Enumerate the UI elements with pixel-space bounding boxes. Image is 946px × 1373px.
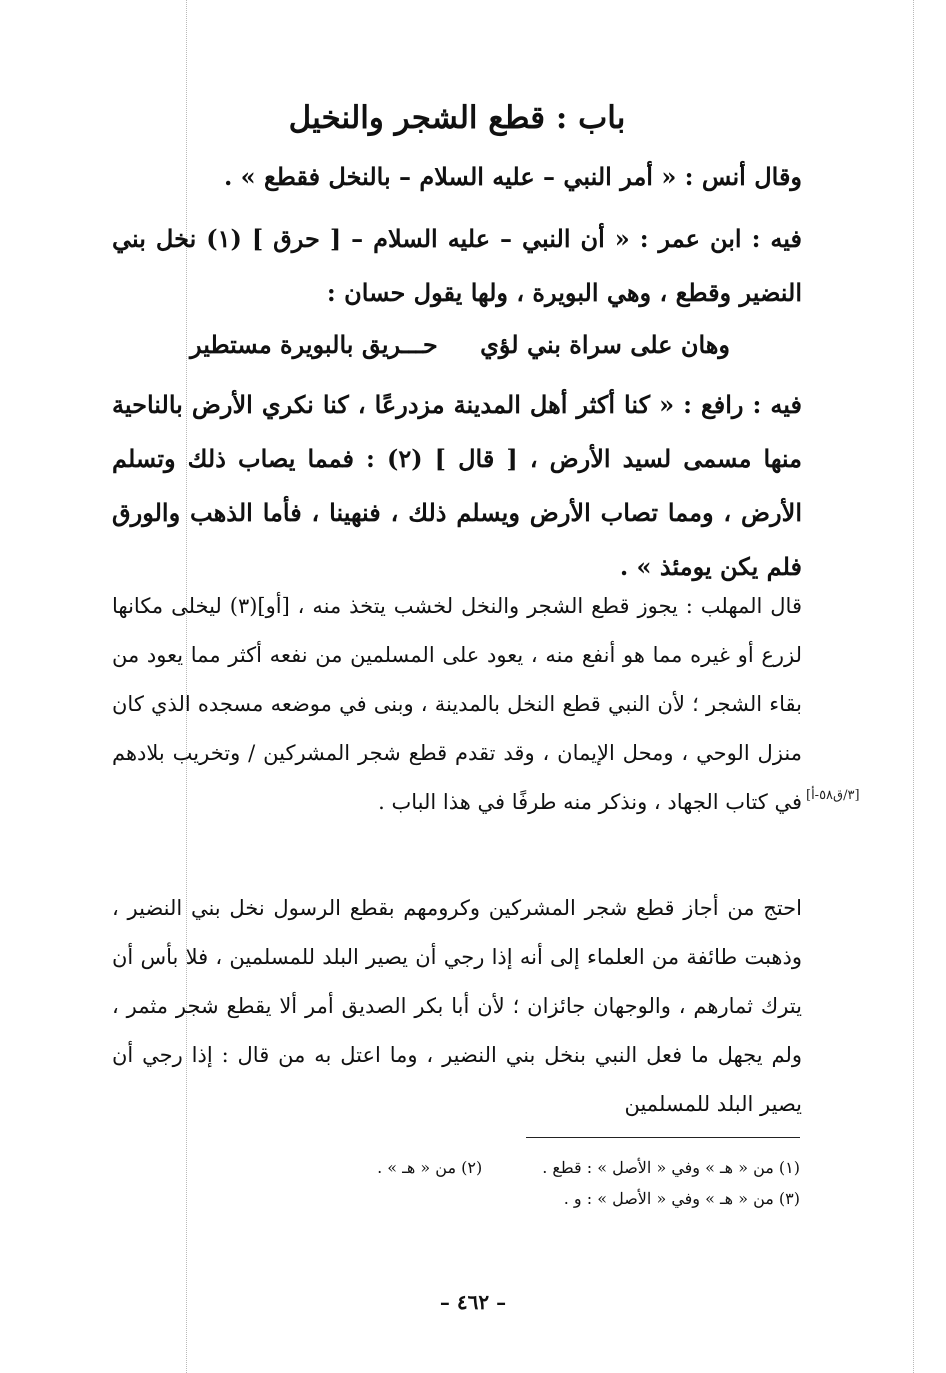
manuscript-folio-marker: [٣/ق٥٨-أ] bbox=[806, 788, 860, 803]
footnote-separator bbox=[526, 1137, 800, 1138]
dotted-guide-line-right bbox=[913, 0, 914, 1373]
verse-second-hemistich: حـــريق بالبويرة مستطير bbox=[190, 330, 438, 359]
verse-first-hemistich: وهان على سراة بني لؤي bbox=[480, 330, 730, 359]
footnote-1: (١) من « هـ » وفي « الأصل » : قطع . bbox=[542, 1158, 800, 1177]
hadith-ibn-umar: فيه : ابن عمر : « أن النبي – عليه السلام – [ حرق ] (١) نخل بني النضير وقطع ، وهي البويرة ، ولها يقول حسان : bbox=[112, 224, 802, 307]
hadith-rafi: فيه : رافع : « كنا أكثر أهل المدينة مزدرعًا ، كنا نكري الأرض بالناحية منها مسمى لسيد الأرض ، [ قال ] (٢) : فمما يصاب ذلك وتسلم الأرض ، ومما تصاب الأرض ويسلم ذلك ، فنهينا ، فأما الذهب والورق فلم يكن يومئذ » . bbox=[112, 390, 802, 581]
commentary-muhallab: قال المهلب : يجوز قطع الشجر والنخل لخشب يتخذ منه ، [أو](٣) ليخلى مكانها لزرع أو غيره مما هو أنفع منه ، يعود على المسلمين من نفعه أكثر مما يعود من بقاء الشجر ؛ لأن النبي قطع النخل بالمدينة ، وبنى في موضعه مسجده الذي كان منزل الوحي ، ومحل الإيمان ، وقد تقدم قطع شجر المشركين / وتخريب بلادهم في كتاب الجهاد ، ونذكر منه طرفًا في هذا الباب . bbox=[112, 594, 802, 814]
footnote-3: (٣) من « هـ » وفي « الأصل » : و . bbox=[563, 1189, 800, 1208]
page-number: – ٤٦٢ – bbox=[439, 1290, 507, 1314]
chapter-title: باب : قطع الشجر والنخيل bbox=[288, 100, 626, 136]
hadith-anas: وقال أنس : « أمر النبي – عليه السلام – بالنخل فقطع » . bbox=[223, 162, 802, 191]
commentary-paragraph: احتج من أجاز قطع شجر المشركين وكرومهم بقطع الرسول نخل بني النضير ، وذهبت طائفة من العلماء إلى أنه إذا رجي أن يصير البلد للمسلمين ، فلا بأس أن يترك ثمارهم ، والوجهان جائزان ؛ لأن أبا بكر الصديق أمر ألا يقطع شجر مثمر ، ولم يجهل ما فعل النبي بنخل بني النضير ، وما اعتل به من قال : إذا رجي أن يصير البلد للمسلمين bbox=[112, 896, 802, 1116]
poetry-verse bbox=[190, 322, 730, 368]
footnote-row bbox=[250, 1152, 800, 1183]
footnotes bbox=[250, 1152, 800, 1214]
footnote-2: (٢) من « هـ » . bbox=[377, 1158, 483, 1177]
